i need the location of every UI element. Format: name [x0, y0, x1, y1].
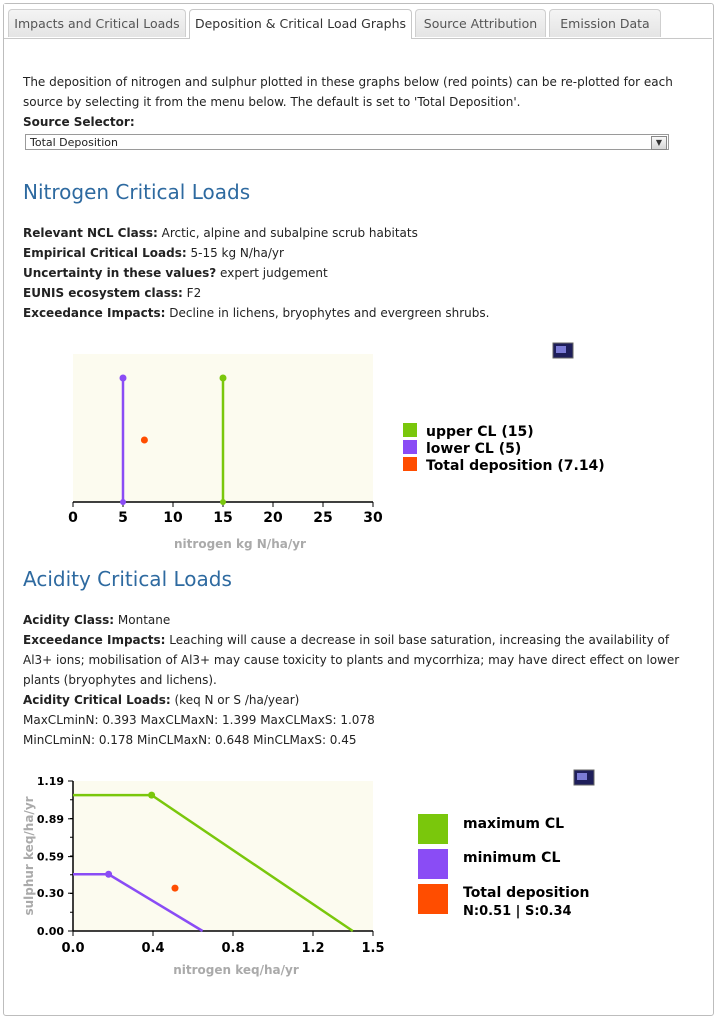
uncertainty-label: Uncertainty in these values? — [23, 266, 217, 280]
source-selector-value: Total Deposition — [30, 136, 118, 149]
deposition-point — [172, 885, 179, 892]
legend-total-label: Total deposition — [463, 885, 590, 901]
tab-bar — [4, 4, 712, 39]
dropdown-arrow-icon[interactable]: ▼ — [651, 136, 667, 150]
legend-lower-label: lower CL (5) — [426, 441, 522, 457]
acidity-y-tick-label: 1.19 — [36, 775, 64, 788]
acidity-y-tick-label: 0.30 — [36, 887, 64, 901]
acidity-y-tick-label: 0.89 — [36, 812, 64, 826]
acidity-y-tick-label: 0.59 — [36, 850, 64, 864]
critical-load-base-point — [120, 499, 126, 505]
acidity-y-tick-label: 0.00 — [36, 925, 64, 938]
intro-text: The deposition of nitrogen and sulphur plotted in these graphs below (red points) can be re-plotted for each source by selecting it from the menu below. The default is set to 'Total Deposition'. — [23, 75, 673, 109]
acidity-x-tick-label: 0.4 — [141, 941, 165, 956]
acidity-loads-label: Acidity Critical Loads: — [23, 693, 171, 707]
acidity-x-tick-label: 1.2 — [301, 941, 325, 956]
critical-load-vertex — [105, 871, 112, 878]
nitrogen-impacts-label: Exceedance Impacts: — [23, 306, 166, 320]
uncertainty-value: expert judgement — [220, 266, 328, 280]
acidity-plot-area — [73, 781, 373, 931]
eunis-value: F2 — [186, 286, 202, 300]
acidity-impacts-value: Leaching will cause a decrease in soil base saturation, increasing the availability of Al3+ ions; mobilisation of Al3+ may cause toxicity to plants and mycorrhiza; may have direct effect on lower plants (bryophytes and lichens). — [23, 633, 680, 687]
acidity-x-tick-label: 0.0 — [61, 941, 85, 956]
nitrogen-heading: Nitrogen Critical Loads — [23, 180, 251, 204]
acidity-loads-value: (keq N or S /ha/year) — [174, 693, 300, 707]
critical-load-base-point — [220, 499, 226, 505]
acidity-heading: Acidity Critical Loads — [23, 567, 232, 591]
source-selector-label: Source Selector: — [23, 115, 135, 129]
empirical-label: Empirical Critical Loads: — [23, 246, 187, 260]
critical-load-point — [220, 375, 227, 382]
eunis-label: EUNIS ecosystem class: — [23, 286, 183, 300]
source-selector[interactable] — [25, 134, 669, 150]
legend-deposition-swatch — [403, 457, 417, 471]
legend-total-swatch — [418, 884, 448, 914]
tab-emission-data[interactable]: Emission Data — [549, 9, 661, 37]
nitrogen-chart — [0, 335, 720, 555]
legend-min-swatch — [418, 849, 448, 879]
legend-min-label: minimum CL — [463, 850, 561, 866]
nitrogen-info — [23, 223, 693, 323]
legend-upper-label: upper CL (15) — [426, 424, 534, 440]
nitrogen-x-tick-label: 10 — [163, 510, 183, 526]
nitrogen-x-axis-label: nitrogen kg N/ha/yr — [174, 537, 306, 551]
ncl-class-label: Relevant NCL Class: — [23, 226, 158, 240]
tab-deposition-graphs[interactable]: Deposition & Critical Load Graphs — [189, 9, 412, 39]
legend-deposition-label: Total deposition (7.14) — [426, 458, 605, 474]
acidity-impacts-label: Exceedance Impacts: — [23, 633, 166, 647]
nitrogen-x-tick-label: 15 — [213, 510, 233, 526]
deposition-point — [141, 437, 148, 444]
acidity-class-label: Acidity Class: — [23, 613, 115, 627]
acidity-class-value: Montane — [117, 613, 171, 627]
acidity-min-values: MinCLminN: 0.178 MinCLMaxN: 0.648 MinCLMaxS: 0.45 — [23, 733, 357, 747]
critical-load-vertex — [148, 792, 155, 799]
nitrogen-x-tick-label: 25 — [313, 510, 333, 526]
legend-max-label: maximum CL — [463, 816, 565, 832]
acidity-info — [23, 610, 693, 750]
intro-block — [23, 72, 693, 132]
nitrogen-expand-icon[interactable] — [553, 343, 573, 358]
nitrogen-x-tick-label: 5 — [118, 510, 128, 526]
legend-lower-swatch — [403, 440, 417, 454]
legend-upper-swatch — [403, 423, 417, 437]
tab-source-attribution[interactable]: Source Attribution — [415, 9, 546, 37]
acidity-x-tick-label: 0.8 — [221, 941, 245, 956]
acidity-x-tick-label: 1.5 — [361, 941, 385, 956]
empirical-value: 5-15 kg N/ha/yr — [190, 246, 284, 260]
ncl-class-value: Arctic, alpine and subalpine scrub habitats — [161, 226, 418, 240]
acidity-chart — [0, 762, 720, 987]
acidity-expand-icon[interactable] — [574, 770, 594, 785]
legend-max-swatch — [418, 814, 448, 844]
nitrogen-impacts-value: Decline in lichens, bryophytes and evergreen shrubs. — [169, 306, 490, 320]
nitrogen-x-tick-label: 0 — [68, 510, 78, 526]
acidity-x-axis-label: nitrogen keq/ha/yr — [173, 963, 299, 977]
critical-load-point — [120, 375, 127, 382]
acidity-y-axis-label: sulphur keq/ha/yr — [22, 796, 36, 916]
legend-total-values: N:0.51 | S:0.34 — [463, 904, 572, 919]
nitrogen-x-tick-label: 20 — [263, 510, 283, 526]
acidity-max-values: MaxCLminN: 0.393 MaxCLMaxN: 1.399 MaxCLMaxS: 1.078 — [23, 713, 375, 727]
tab-impacts[interactable]: Impacts and Critical Loads — [8, 9, 186, 37]
nitrogen-x-tick-label: 30 — [363, 510, 383, 526]
